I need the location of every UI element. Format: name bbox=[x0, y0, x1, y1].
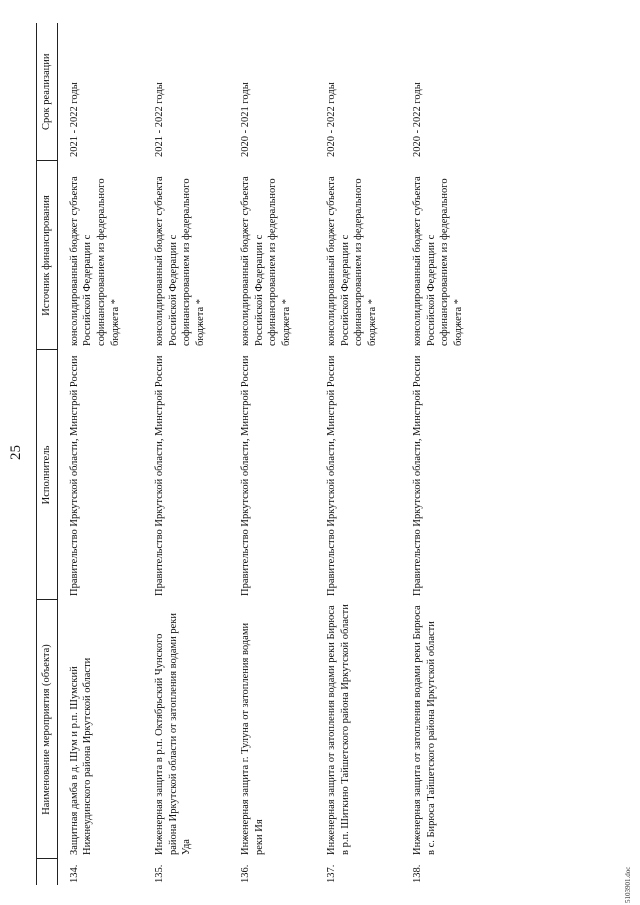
row-executor: Правительство Иркутской области, Минстрой России bbox=[412, 355, 424, 596]
row-number: 135. bbox=[154, 864, 166, 883]
table-header-row bbox=[37, 23, 58, 885]
header-executor: Исполнитель bbox=[37, 350, 58, 600]
row-executor: Правительство Иркутской области, Минстрой России bbox=[326, 355, 338, 596]
row-number: 137. bbox=[326, 864, 338, 883]
measures-table bbox=[36, 23, 487, 885]
row-name: Инженерная защита в р.п. Октябрьский Чунского района Иркутской области от затопления водами реки Уда bbox=[154, 612, 193, 855]
table-row bbox=[57, 23, 143, 885]
table-row bbox=[315, 23, 401, 885]
row-executor: Правительство Иркутской области, Минстрой России bbox=[68, 355, 80, 596]
row-source: консолидированный бюджет субъекта Российской Федерации с софинансированием из федерального бюджета * bbox=[68, 176, 121, 346]
row-term: 2020 - 2021 годы bbox=[240, 82, 252, 157]
row-name: Инженерная защита от затопления водами реки Бирюса в с. Бирюса Тайшетского района Иркутской области bbox=[412, 605, 437, 855]
header-term: Срок реализации bbox=[37, 23, 58, 161]
row-source: консолидированный бюджет субъекта Российской Федерации с софинансированием из федерального бюджета * bbox=[154, 176, 207, 346]
row-number: 138. bbox=[412, 864, 424, 883]
table-row bbox=[143, 23, 229, 885]
header-num bbox=[37, 859, 58, 885]
row-executor: Правительство Иркутской области, Минстрой России bbox=[240, 355, 252, 596]
row-term: 2020 - 2022 годы bbox=[412, 82, 424, 157]
page-number: 25 bbox=[8, 445, 24, 460]
row-source: консолидированный бюджет субъекта Российской Федерации с софинансированием из федерального бюджета * bbox=[412, 176, 465, 346]
header-name: Наименование мероприятия (объекта) bbox=[37, 600, 58, 859]
table-row bbox=[401, 23, 487, 885]
row-name: Инженерная защита от затопления водами реки Бирюса в р.п. Шиткино Тайшетского района Иркутской области bbox=[326, 604, 351, 855]
row-name: Защитная дамба в д. Шум и р.п. Шумский Нижнеудинского района Иркутской области bbox=[68, 657, 94, 855]
row-term: 2021 - 2022 годы bbox=[154, 82, 166, 157]
row-name: Инженерная защита г. Тулуна от затопления водами реки Ия bbox=[240, 622, 265, 855]
row-number: 134. bbox=[68, 864, 80, 883]
table-row bbox=[229, 23, 315, 885]
row-number: 136. bbox=[240, 864, 252, 883]
row-term: 2020 - 2022 годы bbox=[326, 82, 338, 157]
row-source: консолидированный бюджет субъекта Российской Федерации с софинансированием из федерального бюджета * bbox=[240, 176, 293, 346]
row-executor: Правительство Иркутской области, Минстрой России bbox=[154, 355, 166, 596]
row-term: 2021 - 2022 годы bbox=[68, 82, 80, 157]
row-source: консолидированный бюджет субъекта Российской Федерации с софинансированием из федерального бюджета * bbox=[326, 176, 379, 346]
document-code: 5103901.doc bbox=[624, 866, 632, 903]
header-source: Источник финансирования bbox=[37, 161, 58, 350]
